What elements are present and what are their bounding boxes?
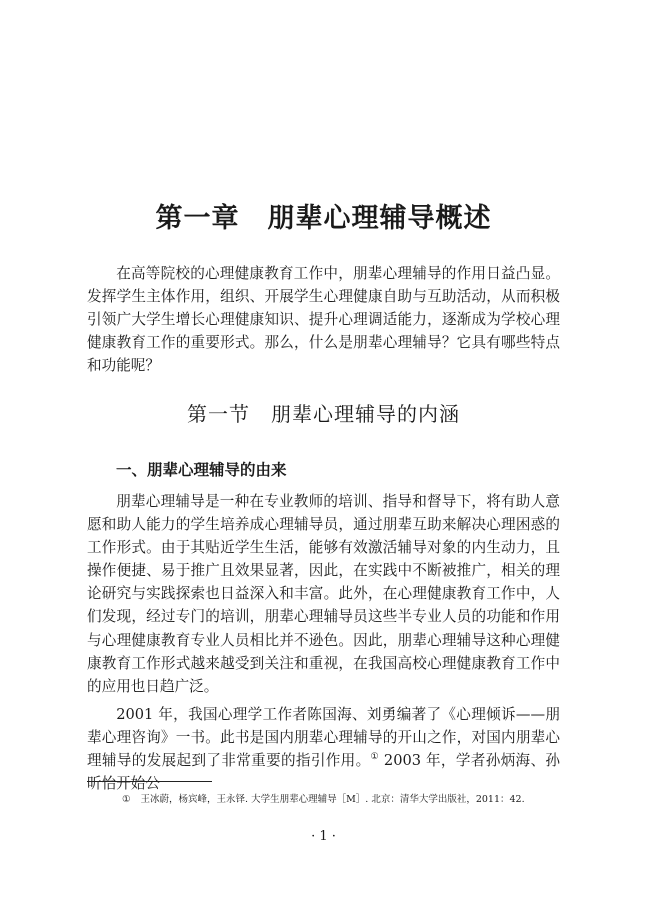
chapter-title: 第一章 朋辈心理辅导概述 [155, 203, 492, 234]
footnote-mark: ① [122, 794, 131, 805]
intro-paragraph: 在高等院校的心理健康教育工作中，朋辈心理辅导的作用日益凸显。发挥学生主体作用，组织、开展学生心理健康自助与互助活动，从而积极引领广大学生增长心理健康知识、提升心理调适能力，逐渐成为学校心理健康教育工作的重要形式。那么，什么是朋辈心理辅导？它具有哪些特点和功能呢？ [87, 265, 560, 375]
footnote [122, 793, 562, 807]
page-number: · 1 · [311, 829, 336, 844]
footnote-text: 王冰蔚，杨宾峰，王永铎. 大学生朋辈心理辅导［M］. 北京：清华大学出版社，2011：42. [140, 794, 525, 805]
section-title: 第一节 朋辈心理辅导的内涵 [187, 402, 460, 426]
footnote-divider [87, 781, 212, 782]
paragraph-2-text-continued: 2003 年，学者孙炳海、孙昕怡开始公 [87, 752, 560, 793]
footnote-reference[interactable]: ① [370, 752, 379, 763]
subsection-title: 一、朋辈心理辅导的由来 [116, 461, 287, 479]
body-paragraph-1: 朋辈心理辅导是一种在专业教师的培训、指导和督导下，将有助人意愿和助人能力的学生培养成心理辅导员，通过朋辈互助来解决心理困惑的工作形式。由于其贴近学生生活，能够有效激活辅导对象的内生动力，且操作便捷、易于推广且效果显著，因此，在实践中不断被推广，相关的理论研究与实践探索也日益深入和丰富。此外，在心理健康教育工作中，人们发现，经过专门的培训，朋辈心理辅导员这些半专业人员的功能和作用与心理健康教育专业人员相比并不逊色。因此，朋辈心理辅导这种心理健康教育工作形式越来越受到关注和重视，在我国高校心理健康教育工作中的应用也日趋广泛。 [87, 493, 560, 695]
paragraph-2-text: 2001 年，我国心理学工作者陈国海、刘勇编著了《心理倾诉——朋辈心理咨询》一书。此书是国内朋辈心理辅导的开山之作，对国内朋辈心理辅导的发展起到了非常重要的指引作用。 [87, 706, 560, 770]
